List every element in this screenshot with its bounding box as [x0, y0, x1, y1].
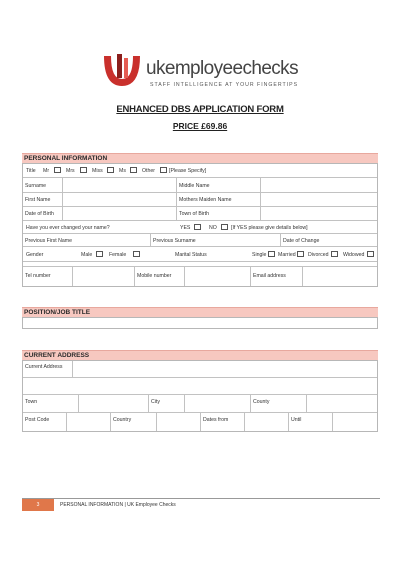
email-address-field[interactable]: [303, 267, 377, 286]
title-other-checkbox[interactable]: [160, 167, 167, 173]
logo-wordmark: ukemployeechecks: [146, 58, 298, 79]
logo-mark-icon: [100, 52, 144, 92]
surname-label: Surname: [25, 183, 47, 189]
town-city-county-row: [23, 395, 377, 413]
title-other-label: Other: [142, 168, 155, 174]
previous-names-row: [23, 234, 377, 247]
dates-from-field[interactable]: [245, 413, 289, 431]
postcode-dates-row: [23, 413, 377, 431]
country-label: Country: [113, 417, 132, 423]
title-ms-checkbox[interactable]: [130, 167, 137, 173]
title-row: [23, 164, 377, 178]
gender-male-checkbox[interactable]: [96, 251, 103, 257]
title-specify-note: [Please Specify]: [169, 168, 207, 174]
title-miss-checkbox[interactable]: [107, 167, 114, 173]
previous-surname-label: Previous Surname: [153, 238, 196, 244]
post-code-label: Post Code: [25, 417, 50, 423]
mobile-number-label: Mobile number: [137, 273, 172, 279]
marital-widowed-checkbox[interactable]: [367, 251, 374, 257]
current-address-heading: CURRENT ADDRESS: [22, 350, 378, 360]
gender-female-label: Female: [109, 252, 127, 258]
dob-row: [23, 207, 377, 221]
personal-info-heading: PERSONAL INFORMATION: [22, 153, 378, 163]
title-label: Title: [26, 168, 36, 174]
county-label: County: [253, 399, 270, 405]
name-changed-yes-label: YES: [180, 225, 191, 231]
gender-label: Gender: [26, 252, 44, 258]
address-line-1-row: [23, 361, 377, 378]
city-label: City: [151, 399, 160, 405]
marital-divorced-label: Divorced: [308, 252, 329, 258]
marital-divorced-checkbox[interactable]: [331, 251, 338, 257]
form-price: PRICE £69.86: [172, 121, 228, 131]
title-mrs-label: Mrs: [66, 168, 75, 174]
surname-field[interactable]: [63, 178, 177, 192]
position-heading: POSITION/JOB TITLE: [22, 307, 378, 317]
company-logo: [100, 50, 310, 100]
city-field[interactable]: [185, 395, 251, 412]
marital-status-label: Marital Status: [175, 252, 207, 258]
dob-label: Date of Birth: [25, 211, 54, 217]
date-of-change-label: Date of Change: [283, 238, 320, 244]
middle-name-label: Middle Name: [179, 183, 210, 189]
address-line-2-row: [23, 378, 377, 395]
mothers-maiden-name-field[interactable]: [261, 193, 377, 206]
county-field[interactable]: [307, 395, 377, 412]
tel-number-label: Tel number: [25, 273, 51, 279]
tel-number-field[interactable]: [73, 267, 135, 286]
until-label: Until: [291, 417, 302, 423]
current-address-table: [22, 360, 378, 432]
until-field[interactable]: [333, 413, 377, 431]
mobile-number-field[interactable]: [185, 267, 251, 286]
previous-first-name-label: Previous First Name: [25, 238, 72, 244]
marital-single-checkbox[interactable]: [268, 251, 275, 257]
marital-married-checkbox[interactable]: [297, 251, 304, 257]
first-name-label: First Name: [25, 197, 51, 203]
position-field[interactable]: [22, 317, 378, 329]
town-of-birth-field[interactable]: [261, 207, 377, 220]
name-changed-note: [If YES please give details below]: [231, 225, 308, 231]
title-mr-label: Mr: [43, 168, 50, 174]
post-code-field[interactable]: [67, 413, 111, 431]
contact-row: [23, 267, 377, 286]
current-address-field-2[interactable]: [73, 378, 377, 394]
gender-female-checkbox[interactable]: [133, 251, 140, 257]
dates-from-label: Dates from: [203, 417, 229, 423]
footer-text: PERSONAL INFORMATION | UK Employee Checks: [60, 502, 176, 508]
current-address-field-1[interactable]: [73, 361, 377, 377]
name-changed-question: Have you ever changed your name?: [26, 225, 110, 231]
surname-row: [23, 178, 377, 193]
town-label: Town: [25, 399, 38, 405]
title-ms-label: Ms: [119, 168, 126, 174]
marital-widowed-label: Widowed: [343, 252, 365, 258]
current-address-label: Current Address: [25, 364, 63, 370]
personal-info-table: [22, 163, 378, 287]
mothers-maiden-name-label: Mothers Maiden Name: [179, 197, 232, 203]
middle-name-field[interactable]: [261, 178, 377, 192]
gender-marital-row: [23, 247, 377, 262]
town-field[interactable]: [79, 395, 149, 412]
gender-male-label: Male: [81, 252, 93, 258]
logo-tagline: STAFF INTELLIGENCE AT YOUR FINGERTIPS: [150, 82, 299, 88]
title-mrs-checkbox[interactable]: [80, 167, 87, 173]
country-field[interactable]: [157, 413, 201, 431]
name-changed-yes-checkbox[interactable]: [194, 224, 201, 230]
town-of-birth-label: Town of Birth: [179, 211, 209, 217]
title-mr-checkbox[interactable]: [54, 167, 61, 173]
form-title: ENHANCED DBS APPLICATION FORM: [116, 104, 284, 115]
dob-field[interactable]: [63, 207, 177, 220]
footer-divider: [22, 498, 380, 499]
marital-single-label: Single: [252, 252, 267, 258]
page-number: 3: [22, 499, 54, 511]
name-changed-no-checkbox[interactable]: [221, 224, 228, 230]
name-changed-no-label: NO: [209, 225, 217, 231]
name-changed-row: [23, 221, 377, 234]
marital-married-label: Married: [278, 252, 296, 258]
email-address-label: Email address: [253, 273, 286, 279]
title-miss-label: Miss: [92, 168, 103, 174]
first-name-row: [23, 193, 377, 207]
first-name-field[interactable]: [63, 193, 177, 206]
